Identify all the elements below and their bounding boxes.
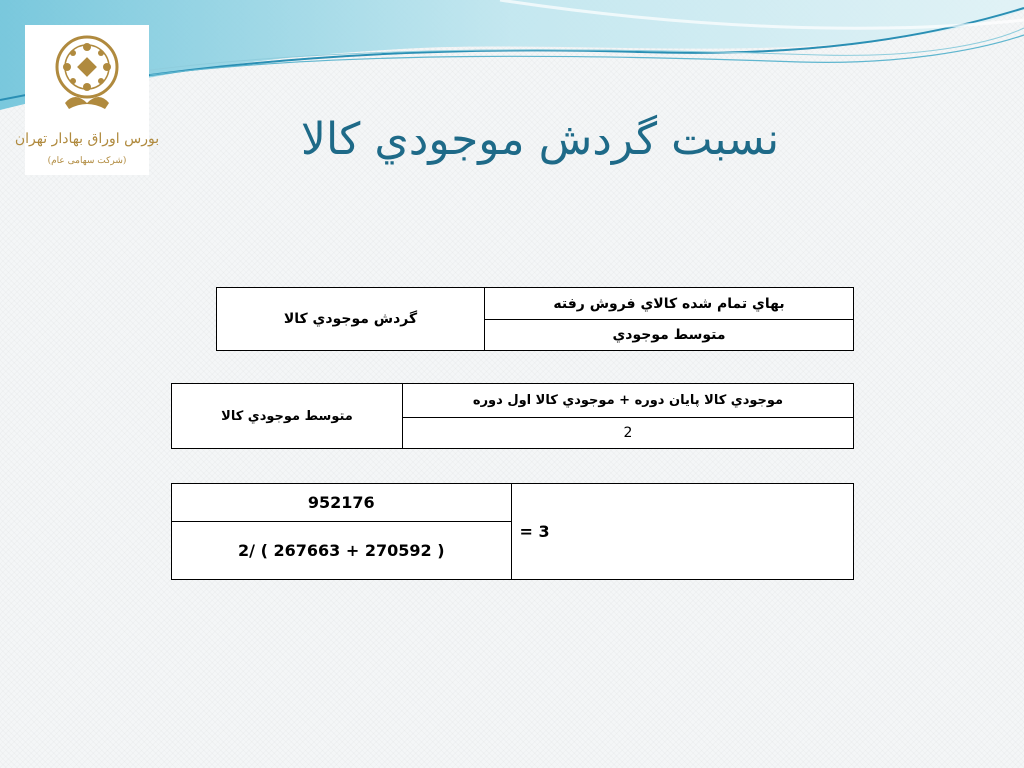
logo [14,25,160,175]
logo-emblem-icon [14,25,160,175]
page-title: نسبت گردش موجودي کالا [300,114,780,165]
calculation-denominator-value: 2/ ( 267663 + 270592 ) [238,541,445,561]
average-numerator: موجودي کالا پايان دوره + موجودي کالا اول دوره [403,384,854,418]
average-formula-table [171,383,854,449]
formula-numerator: بهاي تمام شده کالاي فروش رفته [485,288,854,320]
formula-result-label: گردش موجودي کالا [217,288,485,351]
calculation-denominator [172,522,512,580]
average-result-label: متوسط موجودي کالا [172,384,403,449]
calculation-numerator: 952176 [172,484,512,522]
logo-text: بورس اوراق بهادار تهران [14,131,160,147]
calculation-table [171,483,854,580]
calculation-result-value: = 3 [519,522,550,541]
formula-table [216,287,854,351]
logo-subtext: (شرکت سهامی عام) [47,156,127,166]
average-denominator: 2 [403,418,854,449]
calculation-result [511,484,853,580]
formula-denominator: متوسط موجودي [485,320,854,351]
